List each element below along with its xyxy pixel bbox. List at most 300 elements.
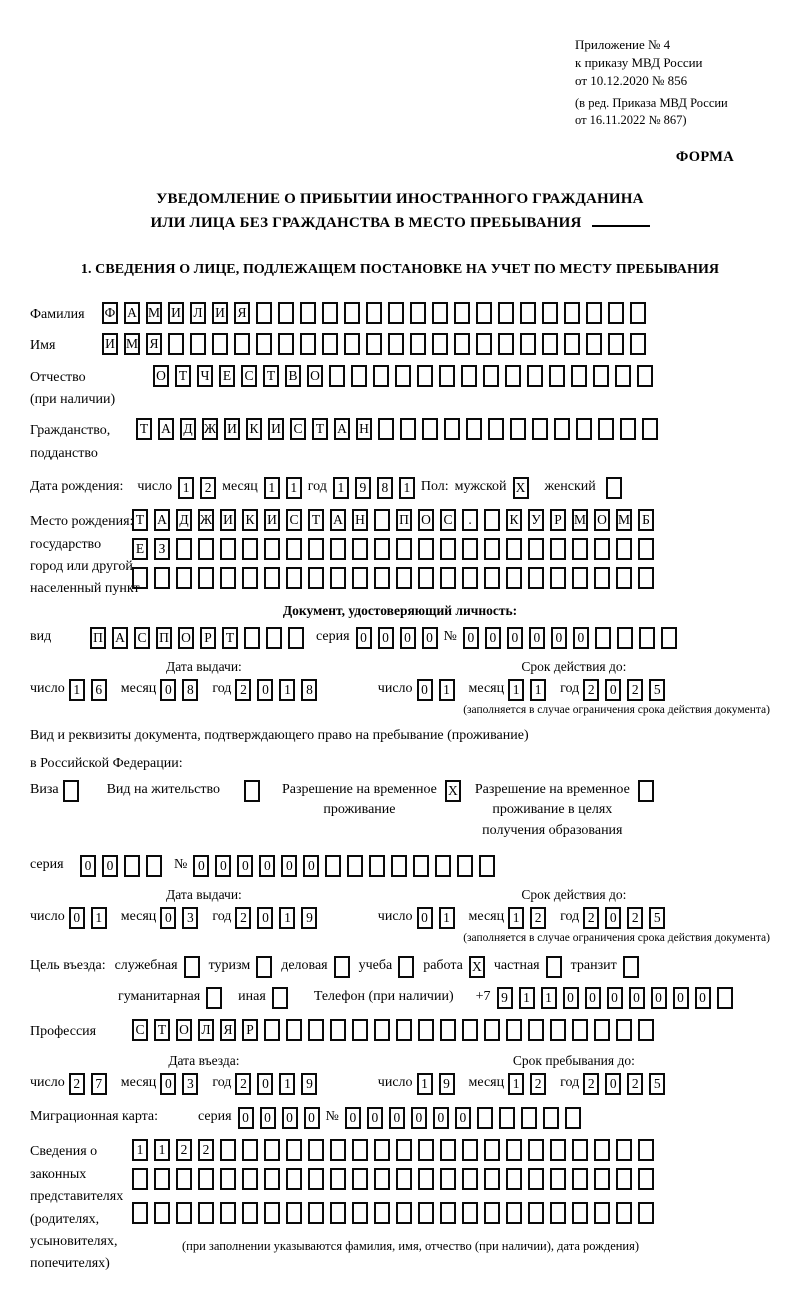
cell-box[interactable] [528,1139,544,1161]
cell-box[interactable] [198,538,214,560]
cell-box[interactable]: А [330,509,346,531]
cell-box[interactable]: Я [146,333,162,355]
cell-box[interactable]: 1 [417,1073,433,1095]
cell-box[interactable]: С [290,418,306,440]
cell-box[interactable] [308,1139,324,1161]
cell-box[interactable]: 0 [160,907,176,929]
cell-box[interactable] [220,1168,236,1190]
cell-box[interactable]: 0 [260,1107,276,1129]
cell-box[interactable] [638,1019,654,1041]
cell-box[interactable]: О [176,1019,192,1041]
temp-residence-edu-checkbox[interactable] [638,780,654,802]
cell-box[interactable]: 0 [281,855,297,877]
cell-box[interactable] [550,1139,566,1161]
cell-box[interactable]: Е [219,365,235,387]
temp-residence-checkbox[interactable]: X [445,780,461,802]
cell-box[interactable] [532,418,548,440]
cell-box[interactable] [595,627,611,649]
cell-box[interactable]: 0 [417,679,433,701]
cell-box[interactable] [506,1139,522,1161]
cell-box[interactable] [330,1168,346,1190]
cell-box[interactable]: Л [190,302,206,324]
cell-box[interactable]: 0 [551,627,567,649]
cell-box[interactable] [638,538,654,560]
cell-box[interactable]: З [154,538,170,560]
cell-box[interactable] [417,365,433,387]
cell-box[interactable]: 2 [200,477,216,499]
cell-box[interactable]: 2 [69,1073,85,1095]
cell-box[interactable]: 0 [417,907,433,929]
cell-box[interactable] [264,1202,280,1224]
cell-box[interactable]: 0 [378,627,394,649]
cell-box[interactable] [638,1168,654,1190]
cell-box[interactable] [440,1019,456,1041]
cell-box[interactable] [462,538,478,560]
cell-box[interactable] [330,567,346,589]
cell-box[interactable] [616,538,632,560]
cell-box[interactable]: П [396,509,412,531]
cell-box[interactable]: Н [356,418,372,440]
cell-box[interactable] [572,567,588,589]
cell-box[interactable] [132,1168,148,1190]
cell-box[interactable] [616,1202,632,1224]
cell-box[interactable]: Т [136,418,152,440]
cell-box[interactable] [352,538,368,560]
cell-box[interactable]: 1 [439,907,455,929]
cell-box[interactable] [396,538,412,560]
cell-box[interactable]: 0 [304,1107,320,1129]
cell-box[interactable]: 3 [182,907,198,929]
cell-box[interactable] [264,538,280,560]
purpose-checkbox[interactable] [334,956,350,978]
cell-box[interactable]: 0 [257,679,273,701]
cell-box[interactable] [616,1168,632,1190]
cell-box[interactable] [374,509,390,531]
cell-box[interactable]: 0 [629,987,645,1009]
cell-box[interactable] [528,1019,544,1041]
cell-box[interactable] [506,1019,522,1041]
cell-box[interactable]: 0 [607,987,623,1009]
cell-box[interactable] [329,365,345,387]
purpose-checkbox[interactable] [256,956,272,978]
cell-box[interactable] [351,365,367,387]
cell-box[interactable]: 0 [367,1107,383,1129]
cell-box[interactable]: 1 [286,477,302,499]
cell-box[interactable]: 1 [132,1139,148,1161]
cell-box[interactable]: 9 [301,1073,317,1095]
cell-box[interactable] [146,855,162,877]
cell-box[interactable] [638,567,654,589]
cell-box[interactable]: 0 [389,1107,405,1129]
cell-box[interactable] [444,418,460,440]
cell-box[interactable]: М [572,509,588,531]
cell-box[interactable] [615,365,631,387]
cell-box[interactable]: Ф [102,302,118,324]
cell-box[interactable]: 0 [237,855,253,877]
cell-box[interactable] [462,567,478,589]
cell-box[interactable] [466,418,482,440]
cell-box[interactable] [484,538,500,560]
cell-box[interactable] [410,302,426,324]
cell-box[interactable]: 0 [257,907,273,929]
cell-box[interactable] [477,1107,493,1129]
cell-box[interactable]: Е [132,538,148,560]
cell-box[interactable]: И [264,509,280,531]
cell-box[interactable]: 0 [422,627,438,649]
cell-box[interactable]: 1 [439,679,455,701]
cell-box[interactable] [521,1107,537,1129]
cell-box[interactable]: 9 [439,1073,455,1095]
cell-box[interactable]: 0 [102,855,118,877]
cell-box[interactable] [300,333,316,355]
cell-box[interactable]: 0 [651,987,667,1009]
cell-box[interactable] [264,567,280,589]
cell-box[interactable] [484,1139,500,1161]
cell-box[interactable] [330,1019,346,1041]
purpose-checkbox[interactable] [546,956,562,978]
visa-checkbox[interactable] [63,780,79,802]
cell-box[interactable] [220,1139,236,1161]
cell-box[interactable] [488,418,504,440]
cell-box[interactable]: С [134,627,150,649]
cell-box[interactable]: Б [638,509,654,531]
cell-box[interactable] [630,302,646,324]
cell-box[interactable]: О [594,509,610,531]
cell-box[interactable]: 5 [649,907,665,929]
cell-box[interactable]: 1 [508,679,524,701]
cell-box[interactable]: М [616,509,632,531]
cell-box[interactable] [395,365,411,387]
cell-box[interactable]: К [246,418,262,440]
cell-box[interactable]: А [112,627,128,649]
cell-box[interactable] [620,418,636,440]
cell-box[interactable] [330,538,346,560]
cell-box[interactable]: 0 [400,627,416,649]
cell-box[interactable]: И [168,302,184,324]
cell-box[interactable] [369,855,385,877]
cell-box[interactable] [498,302,514,324]
cell-box[interactable] [308,538,324,560]
cell-box[interactable]: М [124,333,140,355]
cell-box[interactable] [572,1139,588,1161]
cell-box[interactable]: К [242,509,258,531]
cell-box[interactable] [594,538,610,560]
cell-box[interactable]: 2 [176,1139,192,1161]
cell-box[interactable]: 2 [235,907,251,929]
cell-box[interactable] [594,1019,610,1041]
cell-box[interactable] [396,1168,412,1190]
cell-box[interactable] [593,365,609,387]
cell-box[interactable]: Т [263,365,279,387]
cell-box[interactable] [154,1168,170,1190]
cell-box[interactable] [594,567,610,589]
cell-box[interactable] [510,418,526,440]
cell-box[interactable] [264,1019,280,1041]
cell-box[interactable]: 2 [627,1073,643,1095]
cell-box[interactable] [374,567,390,589]
cell-box[interactable] [506,567,522,589]
cell-box[interactable] [396,1139,412,1161]
cell-box[interactable] [176,567,192,589]
cell-box[interactable] [661,627,677,649]
cell-box[interactable]: 0 [160,679,176,701]
cell-box[interactable] [264,1168,280,1190]
cell-box[interactable]: 0 [585,987,601,1009]
cell-box[interactable]: 9 [301,907,317,929]
cell-box[interactable]: А [154,509,170,531]
cell-box[interactable] [396,1202,412,1224]
cell-box[interactable] [300,302,316,324]
cell-box[interactable] [572,1019,588,1041]
cell-box[interactable] [543,1107,559,1129]
cell-box[interactable] [374,1139,390,1161]
cell-box[interactable]: 0 [433,1107,449,1129]
cell-box[interactable]: Т [154,1019,170,1041]
cell-box[interactable] [308,1019,324,1041]
cell-box[interactable]: 0 [238,1107,254,1129]
cell-box[interactable] [476,302,492,324]
cell-box[interactable] [396,567,412,589]
cell-box[interactable] [418,1139,434,1161]
cell-box[interactable] [462,1168,478,1190]
cell-box[interactable] [440,567,456,589]
cell-box[interactable] [418,1168,434,1190]
cell-box[interactable] [586,302,602,324]
cell-box[interactable]: 0 [463,627,479,649]
cell-box[interactable] [461,365,477,387]
cell-box[interactable] [435,855,451,877]
cell-box[interactable] [366,302,382,324]
cell-box[interactable]: М [146,302,162,324]
cell-box[interactable]: О [153,365,169,387]
cell-box[interactable] [542,333,558,355]
cell-box[interactable]: 0 [69,907,85,929]
cell-box[interactable]: 2 [198,1139,214,1161]
cell-box[interactable] [242,567,258,589]
cell-box[interactable]: В [285,365,301,387]
cell-box[interactable] [322,333,338,355]
cell-box[interactable] [638,1139,654,1161]
cell-box[interactable]: А [334,418,350,440]
cell-box[interactable]: 0 [160,1073,176,1095]
cell-box[interactable] [454,302,470,324]
purpose-checkbox[interactable] [398,956,414,978]
cell-box[interactable] [366,333,382,355]
cell-box[interactable] [550,538,566,560]
cell-box[interactable]: К [506,509,522,531]
cell-box[interactable]: 1 [530,679,546,701]
cell-box[interactable] [176,538,192,560]
cell-box[interactable]: 0 [356,627,372,649]
cell-box[interactable] [413,855,429,877]
cell-box[interactable] [598,418,614,440]
cell-box[interactable]: Л [198,1019,214,1041]
cell-box[interactable]: Д [180,418,196,440]
cell-box[interactable] [594,1139,610,1161]
cell-box[interactable] [286,1168,302,1190]
cell-box[interactable] [190,333,206,355]
cell-box[interactable]: 5 [649,1073,665,1095]
cell-box[interactable] [325,855,341,877]
cell-box[interactable] [642,418,658,440]
cell-box[interactable]: 0 [345,1107,361,1129]
cell-box[interactable]: 1 [399,477,415,499]
cell-box[interactable]: 0 [455,1107,471,1129]
cell-box[interactable]: Ж [198,509,214,531]
cell-box[interactable] [616,1139,632,1161]
cell-box[interactable] [527,365,543,387]
cell-box[interactable] [440,1202,456,1224]
cell-box[interactable]: 8 [182,679,198,701]
cell-box[interactable]: 3 [182,1073,198,1095]
cell-box[interactable] [278,333,294,355]
cell-box[interactable] [374,1202,390,1224]
cell-box[interactable] [564,333,580,355]
cell-box[interactable] [286,567,302,589]
cell-box[interactable] [432,302,448,324]
cell-box[interactable]: 0 [695,987,711,1009]
cell-box[interactable] [484,567,500,589]
cell-box[interactable]: 0 [485,627,501,649]
cell-box[interactable] [308,567,324,589]
cell-box[interactable]: 0 [507,627,523,649]
cell-box[interactable] [220,567,236,589]
cell-box[interactable] [550,567,566,589]
cell-box[interactable]: Р [200,627,216,649]
cell-box[interactable] [630,333,646,355]
cell-box[interactable] [483,365,499,387]
cell-box[interactable] [418,538,434,560]
cell-box[interactable]: А [158,418,174,440]
cell-box[interactable] [242,1202,258,1224]
cell-box[interactable] [571,365,587,387]
purpose-checkbox[interactable] [623,956,639,978]
cell-box[interactable] [374,538,390,560]
cell-box[interactable] [308,1168,324,1190]
cell-box[interactable] [717,987,733,1009]
cell-box[interactable]: 1 [519,987,535,1009]
cell-box[interactable] [565,1107,581,1129]
cell-box[interactable] [638,1202,654,1224]
cell-box[interactable] [220,538,236,560]
cell-box[interactable] [616,1019,632,1041]
cell-box[interactable] [286,1139,302,1161]
cell-box[interactable] [264,1139,280,1161]
cell-box[interactable] [454,333,470,355]
cell-box[interactable]: Я [234,302,250,324]
cell-box[interactable] [244,627,260,649]
cell-box[interactable]: 0 [605,679,621,701]
cell-box[interactable] [198,1202,214,1224]
cell-box[interactable]: И [212,302,228,324]
cell-box[interactable]: 1 [333,477,349,499]
cell-box[interactable] [352,1202,368,1224]
cell-box[interactable] [418,1202,434,1224]
cell-box[interactable] [462,1139,478,1161]
purpose-checkbox[interactable] [272,987,288,1009]
cell-box[interactable] [550,1202,566,1224]
cell-box[interactable]: 8 [377,477,393,499]
cell-box[interactable]: И [220,509,236,531]
cell-box[interactable]: 2 [627,679,643,701]
cell-box[interactable]: 1 [279,1073,295,1095]
cell-box[interactable] [462,1202,478,1224]
cell-box[interactable]: 7 [91,1073,107,1095]
cell-box[interactable]: Р [550,509,566,531]
cell-box[interactable] [242,1139,258,1161]
cell-box[interactable]: С [241,365,257,387]
cell-box[interactable]: 2 [583,1073,599,1095]
cell-box[interactable]: 0 [411,1107,427,1129]
cell-box[interactable]: О [418,509,434,531]
cell-box[interactable]: 2 [235,679,251,701]
cell-box[interactable]: 0 [259,855,275,877]
cell-box[interactable] [550,1168,566,1190]
cell-box[interactable] [572,1168,588,1190]
cell-box[interactable] [505,365,521,387]
cell-box[interactable] [132,567,148,589]
cell-box[interactable] [439,365,455,387]
cell-box[interactable]: 2 [235,1073,251,1095]
cell-box[interactable]: 0 [605,907,621,929]
purpose-checkbox[interactable] [184,956,200,978]
cell-box[interactable]: 9 [497,987,513,1009]
cell-box[interactable] [132,1202,148,1224]
cell-box[interactable] [352,1139,368,1161]
cell-box[interactable]: П [90,627,106,649]
cell-box[interactable]: Т [308,509,324,531]
cell-box[interactable] [637,365,653,387]
cell-box[interactable] [330,1139,346,1161]
cell-box[interactable] [440,538,456,560]
cell-box[interactable] [617,627,633,649]
cell-box[interactable]: 1 [154,1139,170,1161]
cell-box[interactable] [242,538,258,560]
cell-box[interactable]: 1 [279,907,295,929]
residence-permit-checkbox[interactable] [244,780,260,802]
cell-box[interactable]: 6 [91,679,107,701]
cell-box[interactable] [572,1202,588,1224]
cell-box[interactable] [410,333,426,355]
cell-box[interactable]: 1 [91,907,107,929]
cell-box[interactable] [440,1139,456,1161]
purpose-checkbox[interactable] [206,987,222,1009]
cell-box[interactable] [266,627,282,649]
cell-box[interactable] [639,627,655,649]
cell-box[interactable]: 0 [282,1107,298,1129]
cell-box[interactable]: Т [132,509,148,531]
cell-box[interactable]: Ч [197,365,213,387]
cell-box[interactable]: 1 [508,907,524,929]
cell-box[interactable] [154,1202,170,1224]
cell-box[interactable]: Т [312,418,328,440]
cell-box[interactable]: 0 [673,987,689,1009]
cell-box[interactable] [256,333,272,355]
cell-box[interactable]: Ж [202,418,218,440]
cell-box[interactable] [549,365,565,387]
cell-box[interactable] [484,1168,500,1190]
cell-box[interactable] [344,302,360,324]
cell-box[interactable]: Д [176,509,192,531]
cell-box[interactable]: 8 [301,679,317,701]
cell-box[interactable]: 2 [627,907,643,929]
cell-box[interactable]: 0 [605,1073,621,1095]
cell-box[interactable] [198,567,214,589]
cell-box[interactable]: 1 [279,679,295,701]
cell-box[interactable]: С [286,509,302,531]
cell-box[interactable] [484,1202,500,1224]
cell-box[interactable]: С [440,509,456,531]
